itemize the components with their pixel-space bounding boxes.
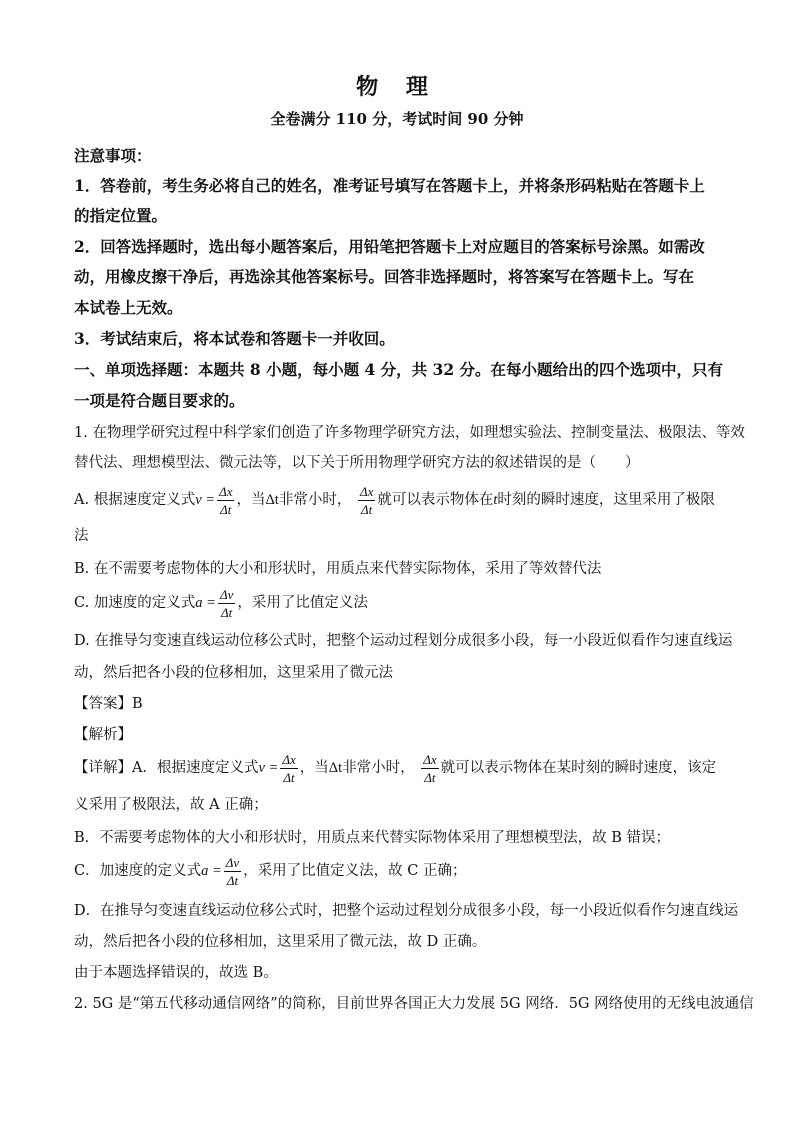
acceleration-eq-symbol: a = (201, 863, 222, 879)
notice-item-1-line-2: 的指定位置。 (74, 206, 168, 225)
option-a-text-1: A. 根据速度定义式 (74, 492, 196, 508)
question-1-stem-line-1: 1. 在物理学研究过程中科学家们创造了许多物理学研究方法，如理想实验法、控制变量法、极限法、等效 (74, 425, 745, 441)
acceleration-eq-symbol: a = (195, 595, 216, 611)
conclusion: 由于本题选择错误的，故选 B。 (74, 965, 278, 981)
detail-d-line-1: D．在推导匀变速直线运动位移公式时，把整个运动过程划分成很多小段，每一小段近似看作匀速直线运 (74, 903, 739, 919)
option-c-text-2: ，采用了比值定义法 (237, 595, 368, 611)
option-a-text-3: 非常小时， (278, 492, 352, 508)
analysis-label: 【解析】 (74, 727, 132, 743)
dx-over-dt-fraction (421, 753, 438, 784)
notice-item-2-line-2: 动，用橡皮擦干净后，再选涂其他答案标号。回答非选择题时，将答案写在答题卡上。写在 (74, 267, 695, 286)
detail-d-line-2: 动，然后把各小段的位移相加，这里采用了微元法，故 D 正确。 (74, 934, 487, 950)
delta-t-symbol: Δt (328, 760, 343, 776)
option-a-line-1 (74, 478, 715, 522)
fraction-numerator: Δx (359, 483, 374, 499)
detail-a-text-3: 非常小时， (342, 760, 415, 776)
detail-a-text-1: 【详解】A．根据速度定义式 (74, 760, 259, 776)
fraction-denominator: Δt (221, 604, 233, 620)
detail-a-text-2: ，当 (299, 760, 329, 776)
fraction-numerator: Δx (423, 751, 437, 767)
detail-a-line-2: 义采用了极限法，故 A 正确； (74, 797, 268, 813)
fraction-numerator: Δx (282, 751, 296, 767)
section-1-heading-line-1: 一、单项选择题：本题共 8 小题，每小题 4 分，共 32 分。在每小题给出的四个选项中，只有 (74, 360, 724, 379)
notice-heading: 注意事项： (74, 146, 152, 165)
detail-a-text-4: 就可以表示物体在某时刻的瞬时速度，该定 (440, 760, 717, 776)
detail-c-text-1: C．加速度的定义式 (74, 863, 202, 879)
velocity-eq-symbol: v = (258, 760, 279, 776)
detail-b: B．不需要考虑物体的大小和形状时，用质点来代替实际物体采用了理想模型法，故 B 错误； (74, 830, 671, 846)
detail-a-line-1 (74, 746, 716, 790)
notice-item-1-line-1: 1．答卷前，考生务必将自己的姓名，准考证号填写在答题卡上，并将条形码粘贴在答题卡上 (74, 176, 705, 195)
delta-t-symbol: Δt (265, 492, 279, 508)
fraction-numerator: Δv (219, 586, 234, 602)
fraction-denominator: Δt (361, 501, 373, 517)
time-symbol: t (493, 492, 498, 508)
dv-over-dt-fraction (224, 856, 241, 887)
fraction-denominator: Δt (283, 769, 295, 785)
fraction-denominator: Δt (424, 769, 436, 785)
fraction-denominator: Δt (226, 872, 239, 888)
notice-item-3: 3．考试结束后，将本试卷和答题卡一并收回。 (74, 329, 395, 348)
option-a-line-2: 法 (74, 528, 89, 544)
fraction-numerator: Δx (219, 483, 233, 499)
option-c-text-1: C. 加速度的定义式 (74, 595, 196, 611)
answer-label: 【答案】B (74, 696, 143, 712)
option-a-text-4: 就可以表示物体在 (377, 492, 494, 508)
dx-over-dt-fraction (358, 485, 375, 516)
option-d-line-1: D. 在推导匀变速直线运动位移公式时，把整个运动过程划分成很多小段，每一小段近似看作匀速直线运 (74, 633, 733, 649)
exam-subtitle: 全卷满分 110 分，考试时间 90 分钟 (270, 110, 524, 128)
fraction-numerator: Δv (225, 854, 240, 870)
section-1-heading-line-2: 一项是符合题目要求的。 (74, 391, 245, 410)
dx-over-dt-fraction (217, 485, 234, 516)
dx-over-dt-fraction (280, 753, 297, 784)
option-a-text-2: ，当 (236, 492, 266, 508)
option-d-line-2: 动，然后把各小段的位移相加，这里采用了微元法 (74, 665, 393, 681)
detail-c-text-2: ，采用了比值定义法，故 C 正确； (243, 863, 467, 879)
option-a-text-5: 时刻的瞬时速度，这里采用了极限 (497, 492, 715, 508)
velocity-eq-symbol: v = (195, 492, 216, 508)
dv-over-dt-fraction (218, 588, 235, 619)
notice-item-2-line-1: 2．回答选择题时，选出每小题答案后，用铅笔把答题卡上对应题目的答案标号涂黑。如需改 (74, 237, 705, 256)
page-title: 物 理 (356, 74, 438, 100)
option-b: B. 在不需要考虑物体的大小和形状时，用质点来代替实际物体，采用了等效替代法 (74, 561, 602, 577)
question-2-stem-line-1: 2. 5G 是“第五代移动通信网络”的简称，目前世界各国正大力发展 5G 网络．5G 网络使用的无线电波通信 (74, 996, 754, 1012)
notice-item-2-line-3: 本试卷上无效。 (74, 298, 183, 317)
detail-c (74, 849, 466, 893)
option-c (74, 581, 368, 625)
question-1-stem-line-2: 替代法、理想模型法、微元法等，以下关于所用物理学研究方法的叙述错误的是（ ） (74, 455, 640, 471)
fraction-denominator: Δt (220, 501, 232, 517)
